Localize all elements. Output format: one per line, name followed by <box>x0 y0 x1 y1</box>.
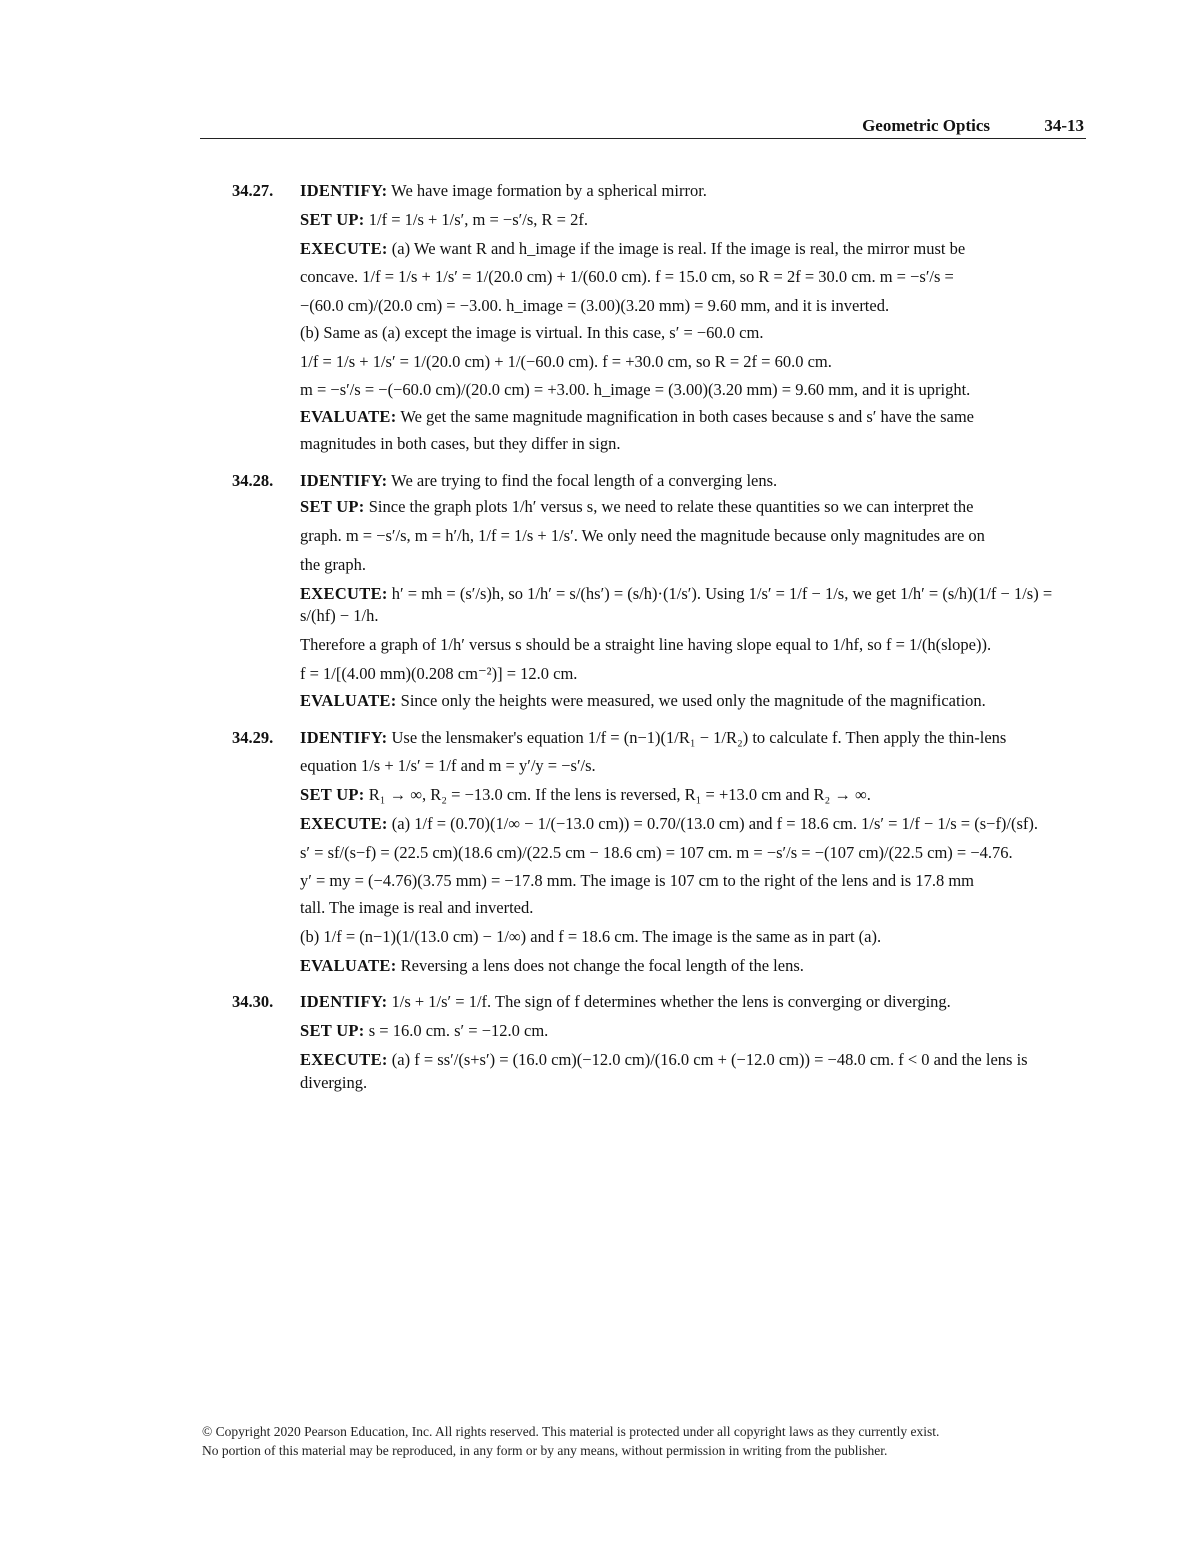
problem-34-29 <box>232 727 1078 978</box>
section-keyword: EXECUTE: <box>300 1049 388 1069</box>
section-keyword: IDENTIFY: <box>300 470 388 490</box>
setup-line-cont: graph. m = −s′/s, m = h′/h, 1/f = 1/s + 1/s′. We only need the magnitude because only magnitudes are on <box>300 526 985 546</box>
copyright-line-1: © Copyright 2020 Pearson Education, Inc. All rights reserved. This material is protected under all copyright laws as they currently exist. <box>202 1424 940 1439</box>
section-keyword: IDENTIFY: <box>300 727 388 747</box>
evaluate-line: EVALUATE: Reversing a lens does not change the focal length of the lens. <box>300 955 804 975</box>
setup-line: SET UP: Since the graph plots 1/h′ versus s, we need to relate these quantities so we can interpret the <box>300 497 974 517</box>
execute-line: EXECUTE: h′ = mh = (s′/s)h, so 1/h′ = s/(hs′) = (s/h)·(1/s′). Using 1/s′ = 1/f − 1/s, we get 1/h′ = (s/h)(1/f − 1/s) = s/(hf) − 1/h. <box>300 583 1053 626</box>
result-line-cont: tall. The image is real and inverted. <box>300 898 534 918</box>
problem-34-30 <box>232 991 1078 1094</box>
identify-line: IDENTIFY: Use the lensmaker's equation 1/f = (n−1)(1/R₁ − 1/R₂) to calculate f. Then apply the thin-lens <box>300 727 1007 747</box>
equation-line: s′ = sf/(s−f) = (22.5 cm)(18.6 cm)/(22.5 cm − 18.6 cm) = 107 cm. m = −s′/s = −(107 cm)/(22.5 cm) = −4.76. <box>300 842 1013 862</box>
execute-line: EXECUTE: (a) f = ss′/(s+s′) = (16.0 cm)(−12.0 cm)/(16.0 cm + (−12.0 cm)) = −48.0 cm. f < 0 and the lens is diverging. <box>300 1049 1028 1092</box>
execute-line: EXECUTE: (a) 1/f = (0.70)(1/∞ − 1/(−13.0 cm)) = 0.70/(13.0 cm) and f = 18.6 cm. 1/s′ = 1/f − 1/s = (s−f)/(sf). <box>300 813 1039 833</box>
copyright-line-2: No portion of this material may be reproduced, in any form or by any means, without permission in writing from the publisher. <box>202 1442 888 1458</box>
equation-line: concave. 1/f = 1/s + 1/s′ = 1/(20.0 cm) + 1/(60.0 cm). f = 15.0 cm, so R = 2f = 30.0 cm. m = −s′/s = <box>300 267 954 287</box>
problem-34-27 <box>232 180 1078 456</box>
equation-line: 1/f = 1/s + 1/s′ = 1/(20.0 cm) + 1/(−60.0 cm). f = +30.0 cm, so R = 2f = 60.0 cm. <box>300 351 832 371</box>
section-keyword: SET UP: <box>300 497 365 517</box>
problem-number: 34.29. <box>232 727 274 747</box>
section-keyword: SET UP: <box>300 209 365 229</box>
identify-line: IDENTIFY: We are trying to find the focal length of a converging lens. <box>300 470 778 490</box>
result-line: y′ = my = (−4.76)(3.75 mm) = −17.8 mm. The image is 107 cm to the right of the lens and is 17.8 mm <box>300 871 975 891</box>
setup-line: SET UP: R₁ → ∞, R₂ = −13.0 cm. If the lens is reversed, R₁ = +13.0 cm and R₂ → ∞. <box>300 785 871 805</box>
setup-line: SET UP: 1/f = 1/s + 1/s′, m = −s′/s, R = 2f. <box>300 209 588 229</box>
part-b-line: (b) Same as (a) except the image is virtual. In this case, s′ = −60.0 cm. <box>300 322 764 342</box>
evaluate-line: EVALUATE: Since only the heights were measured, we used only the magnitude of the magnification. <box>300 690 986 710</box>
problem-number: 34.30. <box>232 992 274 1012</box>
identify-line: IDENTIFY: 1/s + 1/s′ = 1/f. The sign of f determines whether the lens is converging or diverging. <box>300 992 951 1012</box>
evaluate-line-cont: magnitudes in both cases, but they differ in sign. <box>300 433 621 453</box>
part-b-line: (b) 1/f = (n−1)(1/(13.0 cm) − 1/∞) and f = 18.6 cm. The image is the same as in part (a). <box>300 926 882 946</box>
section-keyword: IDENTIFY: <box>300 181 388 200</box>
evaluate-line: EVALUATE: We get the same magnitude magnification in both cases because s and s′ have the same <box>300 407 974 427</box>
problem-34-28 <box>232 470 1078 713</box>
section-keyword: EVALUATE: <box>300 407 397 427</box>
conclusion-line: Therefore a graph of 1/h′ versus s should be a straight line having slope equal to 1/hf, so f = 1/(h(slope)). <box>300 635 992 655</box>
section-keyword: EXECUTE: <box>300 583 388 603</box>
copyright-footer <box>202 1423 1082 1461</box>
chapter-title: Geometric Optics <box>862 116 990 135</box>
problem-number: 34.28. <box>232 470 274 490</box>
section-keyword: EVALUATE: <box>300 690 397 710</box>
setup-line-end: the graph. <box>300 554 366 574</box>
identify-line-cont: equation 1/s + 1/s′ = 1/f and m = y′/y = −s′/s. <box>300 756 596 776</box>
section-keyword: SET UP: <box>300 785 365 805</box>
problem-number: 34.27. <box>232 181 274 200</box>
page-body <box>232 178 1078 1109</box>
result-line: −(60.0 cm)/(20.0 cm) = −3.00. h_image = (3.00)(3.20 mm) = 9.60 mm, and it is inverted. <box>300 296 890 316</box>
result-line: f = 1/[(4.00 mm)(0.208 cm⁻²)] = 12.0 cm. <box>300 664 578 684</box>
section-keyword: IDENTIFY: <box>300 992 388 1012</box>
result-line: m = −s′/s = −(−60.0 cm)/(20.0 cm) = +3.00. h_image = (3.00)(3.20 mm) = 9.60 mm, and it is upright. <box>300 380 971 400</box>
running-header <box>200 116 1086 139</box>
page-number: 34-13 <box>1044 116 1084 135</box>
section-keyword: EXECUTE: <box>300 238 388 258</box>
identify-line: IDENTIFY: We have image formation by a spherical mirror. <box>300 181 707 200</box>
section-keyword: SET UP: <box>300 1021 365 1041</box>
setup-line: SET UP: s = 16.0 cm. s′ = −12.0 cm. <box>300 1021 549 1041</box>
section-keyword: EVALUATE: <box>300 955 397 975</box>
section-keyword: EXECUTE: <box>300 813 388 833</box>
execute-line: EXECUTE: (a) We want R and h_image if the image is real. If the image is real, the mirror must be <box>300 238 966 258</box>
